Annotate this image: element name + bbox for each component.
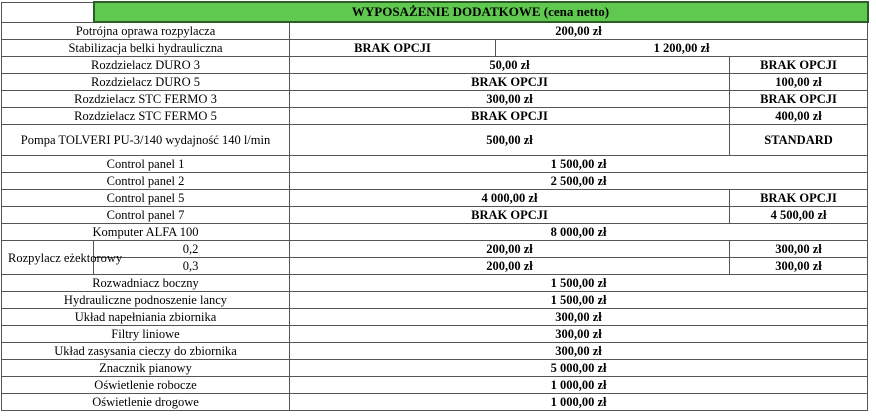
- table-title: WYPOSAŻENIE DODATKOWE (cena netto): [94, 2, 868, 22]
- price-cell: BRAK OPCJI: [290, 40, 496, 57]
- price-cell: BRAK OPCJI: [730, 190, 868, 207]
- price-cell: 300,00 zł: [290, 326, 868, 343]
- price-cell: STANDARD: [730, 125, 868, 156]
- row-label: Rozdzielacz DURO 5: [2, 74, 290, 91]
- table-row: [2, 57, 868, 74]
- table-row: [2, 258, 868, 275]
- row-label: Rozwadniacz boczny: [2, 275, 290, 292]
- table-row: [2, 343, 868, 360]
- price-cell: 1 500,00 zł: [290, 156, 868, 173]
- table-row: [2, 156, 868, 173]
- price-cell: 300,00 zł: [730, 241, 868, 258]
- price-cell: 5 000,00 zł: [290, 360, 868, 377]
- price-cell: 400,00 zł: [730, 108, 868, 125]
- price-cell: BRAK OPCJI: [290, 207, 730, 224]
- table-header-row: [2, 2, 868, 22]
- row-label: Oświetlenie drogowe: [2, 394, 290, 411]
- price-cell: 300,00 zł: [290, 343, 868, 360]
- row-label: Control panel 7: [2, 207, 290, 224]
- price-cell: 300,00 zł: [290, 309, 868, 326]
- price-cell: 300,00 zł: [730, 258, 868, 275]
- table-row: [2, 224, 868, 241]
- price-cell: 500,00 zł: [290, 125, 730, 156]
- price-cell: 1 000,00 zł: [290, 394, 868, 411]
- row-label: Układ zasysania cieczy do zbiornika: [2, 343, 290, 360]
- price-cell: BRAK OPCJI: [730, 57, 868, 74]
- row-label: Rozdzielacz STC FERMO 5: [2, 108, 290, 125]
- price-cell: 200,00 zł: [290, 22, 868, 40]
- price-cell: 8 000,00 zł: [290, 224, 868, 241]
- price-cell: 100,00 zł: [730, 74, 868, 91]
- table-row: [2, 125, 868, 156]
- price-cell: 2 500,00 zł: [290, 173, 868, 190]
- price-cell: BRAK OPCJI: [290, 108, 730, 125]
- row-group-label: Rozpylacz eżektorowy: [2, 241, 94, 275]
- price-cell: 300,00 zł: [290, 91, 730, 108]
- row-label: Hydrauliczne podnoszenie lancy: [2, 292, 290, 309]
- price-cell: 1 000,00 zł: [290, 377, 868, 394]
- row-label: Control panel 1: [2, 156, 290, 173]
- row-label: Układ napełniania zbiornika: [2, 309, 290, 326]
- table-row: [2, 377, 868, 394]
- price-cell: 1 500,00 zł: [290, 292, 868, 309]
- table-row: [2, 40, 868, 57]
- table-row: [2, 91, 868, 108]
- price-cell: 200,00 zł: [290, 258, 730, 275]
- table-row: [2, 173, 868, 190]
- row-label: Control panel 2: [2, 173, 290, 190]
- row-label: Znacznik pianowy: [2, 360, 290, 377]
- row-label: Rozdzielacz STC FERMO 3: [2, 91, 290, 108]
- table-row: [2, 190, 868, 207]
- table-row: [2, 108, 868, 125]
- table-row: [2, 292, 868, 309]
- row-label: Komputer ALFA 100: [2, 224, 290, 241]
- table-row: [2, 309, 868, 326]
- price-cell: BRAK OPCJI: [730, 91, 868, 108]
- price-cell: 1 500,00 zł: [290, 275, 868, 292]
- row-label: Control panel 5: [2, 190, 290, 207]
- table-row: [2, 326, 868, 343]
- row-label: Filtry liniowe: [2, 326, 290, 343]
- table-row: [2, 207, 868, 224]
- price-cell: 200,00 zł: [290, 241, 730, 258]
- table-row: [2, 394, 868, 411]
- row-label: Oświetlenie robocze: [2, 377, 290, 394]
- price-cell: 4 500,00 zł: [730, 207, 868, 224]
- table-row: [2, 360, 868, 377]
- row-label: Pompa TOLVERI PU-3/140 wydajność 140 l/min: [2, 125, 290, 156]
- row-sublabel: 0,3: [94, 258, 290, 275]
- price-cell: 50,00 zł: [290, 57, 730, 74]
- table-row: [2, 22, 868, 40]
- price-cell: BRAK OPCJI: [290, 74, 730, 91]
- price-cell: 1 200,00 zł: [496, 40, 868, 57]
- table-row: [2, 275, 868, 292]
- equipment-price-table: [1, 1, 869, 411]
- row-label: Rozdzielacz DURO 3: [2, 57, 290, 74]
- row-label: Potrójna oprawa rozpylacza: [2, 22, 290, 40]
- row-sublabel: 0,2: [94, 241, 290, 258]
- table-row: [2, 74, 868, 91]
- row-label: Stabilizacja belki hydrauliczna: [2, 40, 290, 57]
- table-header-spacer: [2, 2, 94, 22]
- price-cell: 4 000,00 zł: [290, 190, 730, 207]
- table-row: [2, 241, 868, 258]
